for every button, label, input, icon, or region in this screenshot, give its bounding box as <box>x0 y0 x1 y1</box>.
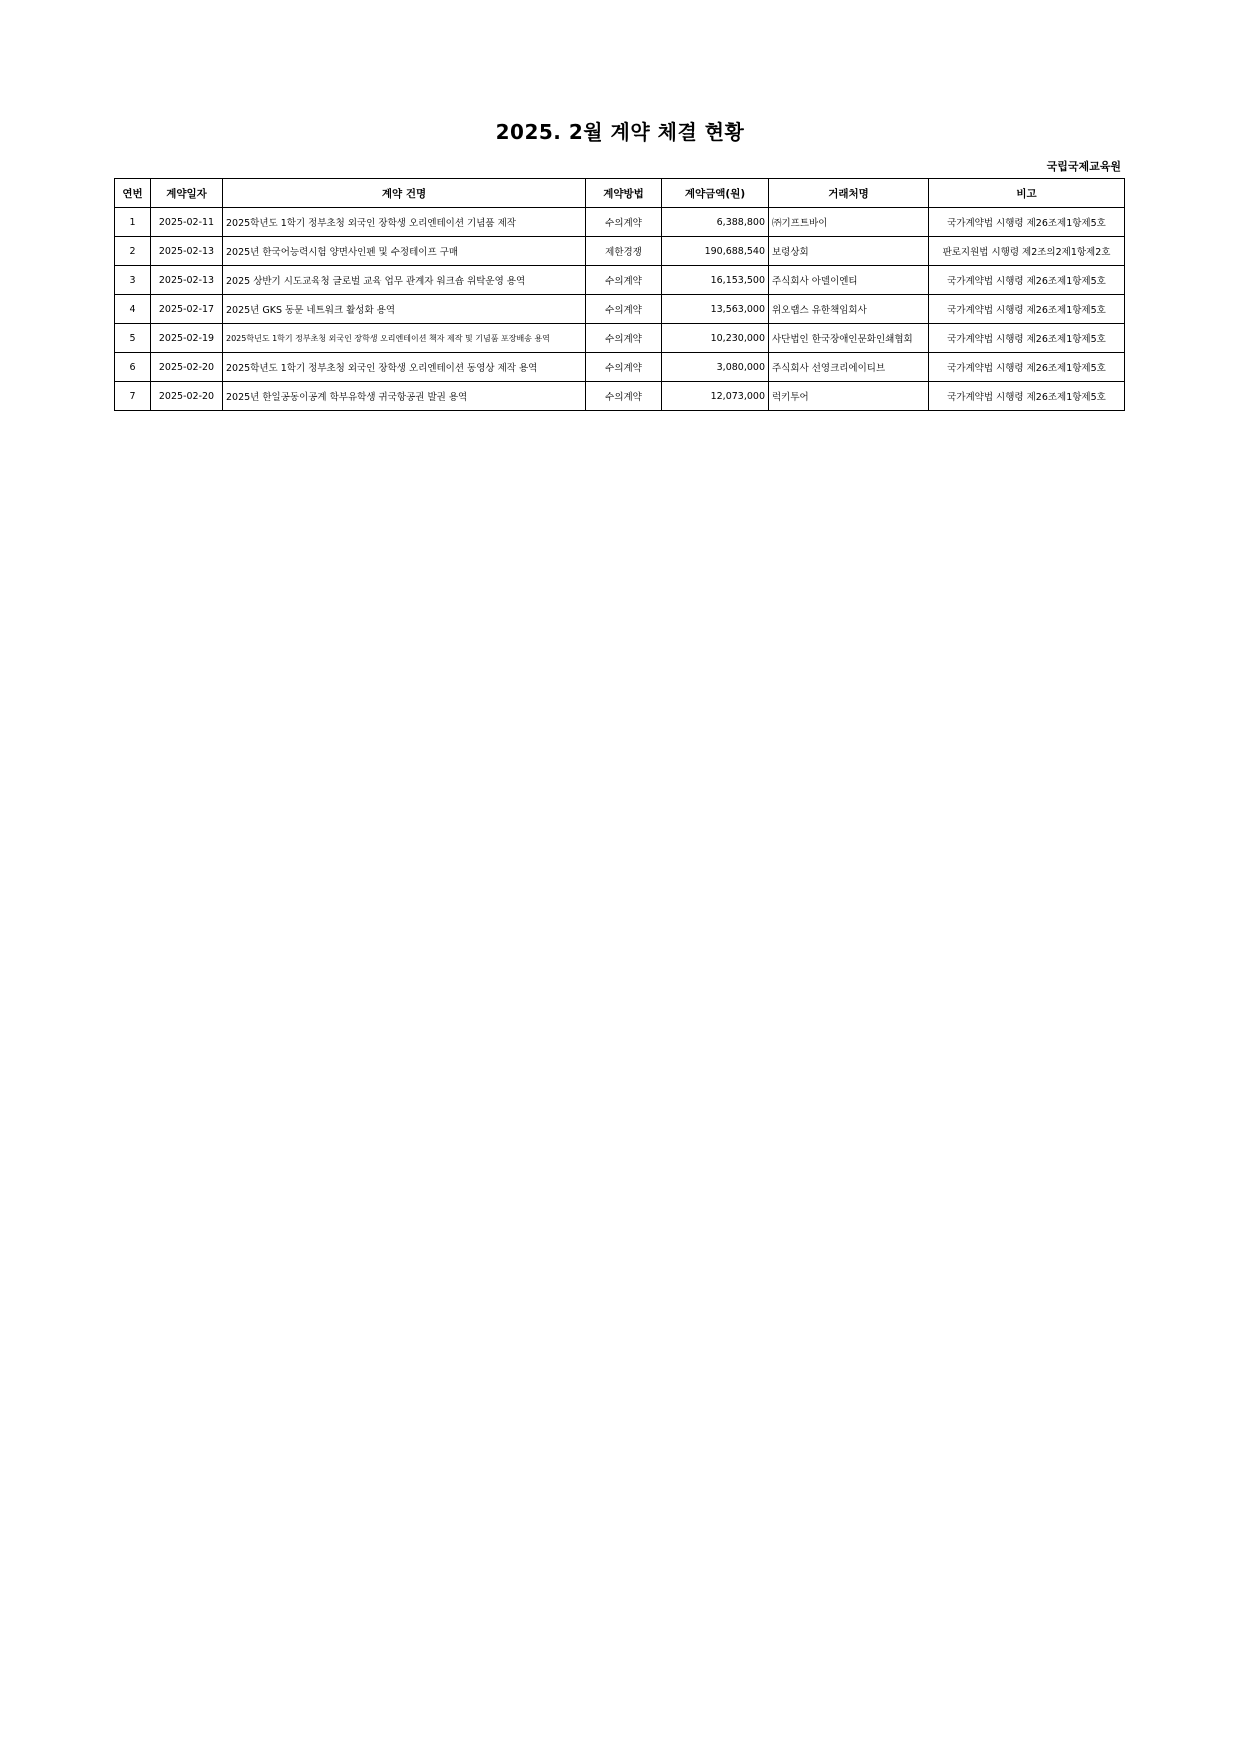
table-row <box>115 266 1125 295</box>
cell-date: 2025-02-11 <box>151 208 223 237</box>
header-seq: 연번 <box>115 179 151 208</box>
cell-amount: 3,080,000 <box>662 353 769 382</box>
cell-contract-name: 2025년 한국어능력시험 양면사인펜 및 수정테이프 구매 <box>223 237 586 266</box>
cell-amount: 6,388,800 <box>662 208 769 237</box>
header-contract-name: 계약 건명 <box>223 179 586 208</box>
cell-method: 수의계약 <box>586 324 662 353</box>
cell-vendor: 주식회사 선영크리에이티브 <box>769 353 929 382</box>
cell-amount: 12,073,000 <box>662 382 769 411</box>
cell-date: 2025-02-20 <box>151 382 223 411</box>
page-title: 2025. 2월 계약 체결 현황 <box>495 120 745 144</box>
cell-amount: 10,230,000 <box>662 324 769 353</box>
table-row <box>115 237 1125 266</box>
cell-seq: 3 <box>115 266 151 295</box>
cell-method: 수의계약 <box>586 353 662 382</box>
table-header-row <box>115 179 1125 208</box>
cell-vendor: 주식회사 아델이엔티 <box>769 266 929 295</box>
cell-method: 수의계약 <box>586 266 662 295</box>
cell-contract-name: 2025학년도 1학기 정부초청 외국인 장학생 오리엔테이션 책자 제작 및 기념품 포장배송 용역 <box>223 324 586 353</box>
cell-contract-name: 2025학년도 1학기 정부초청 외국인 장학생 오리엔테이션 기념품 제작 <box>223 208 586 237</box>
cell-vendor: 럭키투어 <box>769 382 929 411</box>
cell-contract-name: 2025년 GKS 동문 네트워크 활성화 용역 <box>223 295 586 324</box>
cell-method: 수의계약 <box>586 208 662 237</box>
cell-remarks: 국가계약법 시행령 제26조제1항제5호 <box>929 382 1125 411</box>
cell-date: 2025-02-19 <box>151 324 223 353</box>
header-method: 계약방법 <box>586 179 662 208</box>
cell-seq: 4 <box>115 295 151 324</box>
table-row <box>115 353 1125 382</box>
cell-vendor: 보령상회 <box>769 237 929 266</box>
table-row <box>115 324 1125 353</box>
cell-amount: 13,563,000 <box>662 295 769 324</box>
cell-method: 수의계약 <box>586 382 662 411</box>
header-remarks: 비고 <box>929 179 1125 208</box>
cell-contract-name: 2025 상반기 시도교육청 글로벌 교육 업무 관계자 워크숍 위탁운영 용역 <box>223 266 586 295</box>
cell-amount: 16,153,500 <box>662 266 769 295</box>
cell-contract-name: 2025학년도 1학기 정부초청 외국인 장학생 오리엔테이션 동영상 제작 용역 <box>223 353 586 382</box>
organization-name: 국립국제교육원 <box>1046 160 1121 173</box>
cell-remarks: 국가계약법 시행령 제26조제1항제5호 <box>929 208 1125 237</box>
cell-amount: 190,688,540 <box>662 237 769 266</box>
cell-vendor: 사단법인 한국장애인문화인쇄협회 <box>769 324 929 353</box>
table-row <box>115 295 1125 324</box>
header-vendor: 거래처명 <box>769 179 929 208</box>
table-row <box>115 382 1125 411</box>
cell-remarks: 국가계약법 시행령 제26조제1항제5호 <box>929 353 1125 382</box>
cell-remarks: 국가계약법 시행령 제26조제1항제5호 <box>929 266 1125 295</box>
cell-date: 2025-02-13 <box>151 237 223 266</box>
cell-contract-name: 2025년 한일공동이공계 학부유학생 귀국항공권 발권 용역 <box>223 382 586 411</box>
header-amount: 계약금액(원) <box>662 179 769 208</box>
cell-seq: 7 <box>115 382 151 411</box>
cell-seq: 6 <box>115 353 151 382</box>
cell-seq: 1 <box>115 208 151 237</box>
cell-date: 2025-02-17 <box>151 295 223 324</box>
contracts-table <box>114 178 1125 411</box>
cell-remarks: 국가계약법 시행령 제26조제1항제5호 <box>929 324 1125 353</box>
cell-seq: 2 <box>115 237 151 266</box>
cell-remarks: 국가계약법 시행령 제26조제1항제5호 <box>929 295 1125 324</box>
cell-vendor: 위오랩스 유한책임회사 <box>769 295 929 324</box>
cell-method: 제한경쟁 <box>586 237 662 266</box>
cell-vendor: ㈜기프트바이 <box>769 208 929 237</box>
header-date: 계약일자 <box>151 179 223 208</box>
table-row <box>115 208 1125 237</box>
cell-seq: 5 <box>115 324 151 353</box>
cell-method: 수의계약 <box>586 295 662 324</box>
cell-date: 2025-02-13 <box>151 266 223 295</box>
cell-date: 2025-02-20 <box>151 353 223 382</box>
cell-remarks: 판로지원법 시행령 제2조의2제1항제2호 <box>929 237 1125 266</box>
